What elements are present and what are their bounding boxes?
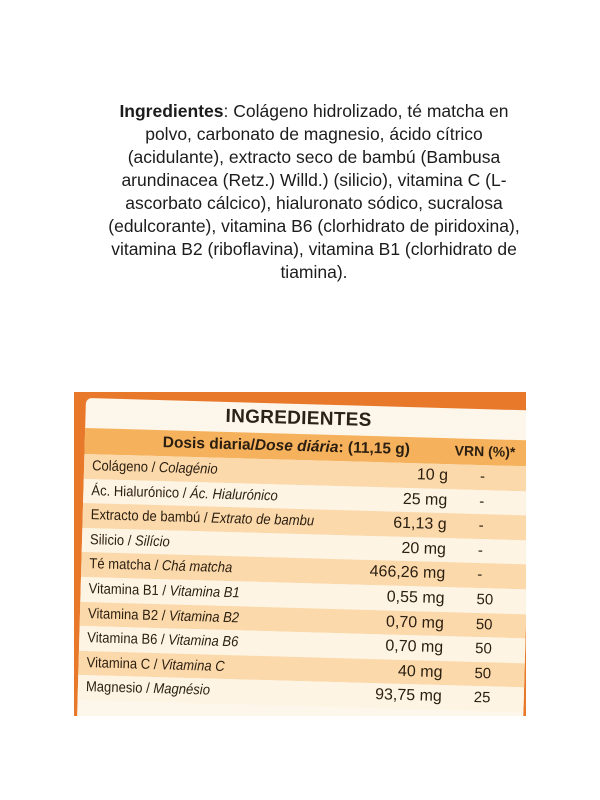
nutrient-vrn: - [479, 492, 485, 510]
dose-amount: : (11,15 g) [338, 439, 411, 459]
nutrition-label-photo [74, 392, 526, 716]
nutrient-name-es: Vitamina B2 / [87, 605, 170, 624]
nutrient-name [88, 581, 240, 601]
nutrient-name-pt: Vitamina B6 [168, 632, 239, 651]
nutrient-name-es: Vitamina B1 / [88, 581, 170, 600]
nutrient-amount: 10 g [416, 466, 449, 485]
vrn-header: VRN (%)* [454, 442, 516, 461]
nutrient-name-es: Colágeno / [91, 458, 160, 477]
nutrient-amount: 0,70 mg [385, 613, 445, 632]
nutrient-name-es: Vitamina B6 / [87, 630, 169, 649]
nutrient-amount: 61,13 g [392, 514, 447, 534]
nutrient-name-pt: Colagénio [158, 460, 218, 478]
nutrient-amount: 0,70 mg [385, 637, 444, 657]
nutrient-vrn: 50 [474, 640, 493, 658]
nutrient-name [88, 606, 240, 626]
nutrient-name [92, 458, 218, 477]
nutrient-name-pt: Ác. Hialurónico [189, 485, 278, 504]
nutrient-vrn: 50 [474, 664, 492, 683]
nutrient-amount: 20 mg [401, 539, 447, 558]
table-body [78, 454, 526, 712]
nutrient-name-pt: Chá matcha [161, 558, 233, 577]
nutrient-amount: 40 mg [397, 662, 443, 681]
nutrient-name [90, 532, 170, 550]
nutrient-name [91, 507, 315, 529]
ingredients-heading: Ingredientes [119, 101, 224, 121]
nutrition-table [77, 398, 526, 716]
nutrient-vrn: - [479, 468, 486, 486]
nutrient-name-es: Silicio / [89, 531, 136, 550]
nutrient-name-es: Vitamina C / [86, 654, 162, 673]
nutrient-amount: 466,26 mg [369, 563, 446, 583]
nutrient-name [89, 557, 232, 577]
nutrient-name [91, 483, 278, 504]
nutrient-name-es: Magnesio / [85, 679, 154, 698]
table-title: INGREDIENTES [225, 405, 372, 431]
nutrient-vrn: - [478, 517, 484, 535]
ingredients-paragraph [100, 100, 528, 284]
nutrient-name-es: Té matcha / [89, 556, 163, 575]
nutrient-vrn: 25 [473, 689, 491, 707]
nutrient-amount: 25 mg [402, 490, 448, 509]
nutrient-vrn: - [477, 541, 484, 559]
nutrient-vrn: 50 [476, 590, 494, 609]
nutrient-name-pt: Silício [134, 533, 171, 551]
nutrient-name-pt: Magnésio [153, 681, 211, 699]
dose-header [163, 434, 411, 459]
nutrient-name-es: Extracto de bambú / [90, 507, 212, 527]
ingredients-list-text: : Colágeno hidrolizado, té matcha en polvo, carbonato de magnesio, ácido cítrico (acidulante), extracto seco de bambú (Bambusa arundinacea (Retz.) Willd.) (silicio), vitamina C (L-ascorbato cálcico), hialuronato sódico, sucralosa (edulcorante), vitamina B6 (clorhidrato de piridoxina), vitamina B2 (riboflavina), vitamina B1 (clorhidrato de tiamina). [108, 101, 520, 282]
nutrient-name-pt: Vitamina B1 [169, 583, 240, 602]
dose-header-es: Dosis diaria/ [162, 434, 256, 454]
nutrient-name-es: Ác. Hialurónico / [91, 482, 191, 502]
nutrient-amount: 0,55 mg [386, 588, 445, 608]
nutrient-name [86, 679, 210, 698]
nutrient-name [87, 630, 239, 650]
nutrient-name [86, 655, 224, 675]
nutrient-amount: 93,75 mg [374, 686, 443, 706]
nutrient-vrn: - [476, 566, 483, 584]
nutrient-name-pt: Extrato de bambu [210, 510, 315, 530]
nutrient-vrn: 50 [475, 615, 493, 633]
nutrient-name-pt: Vitamina C [160, 656, 225, 675]
dose-header-pt: Dose diária [254, 436, 339, 457]
nutrient-name-pt: Vitamina B2 [168, 607, 240, 626]
